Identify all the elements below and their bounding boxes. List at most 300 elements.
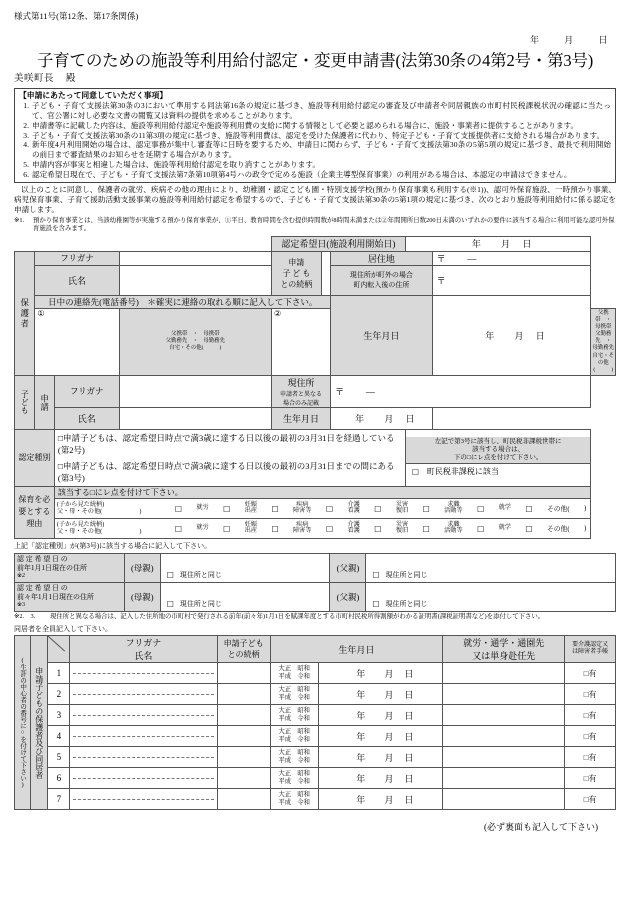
row-era-select[interactable] <box>270 726 318 747</box>
footnote-1-mark: ※1. <box>14 216 25 224</box>
cert-type-label: 認定種別 <box>15 429 55 486</box>
reason-relation-2[interactable] <box>57 521 175 537</box>
consent-item-number: 5. <box>23 159 29 169</box>
same-address-label: 現住所と同じ <box>179 599 222 608</box>
reason-label-jobsearch: 求職 活動等 <box>444 500 463 515</box>
consent-title: 【申請にあたって同意していただく事項】 <box>19 91 168 100</box>
guardian-residence-input[interactable] <box>432 251 591 265</box>
row-relation-input[interactable] <box>217 747 270 768</box>
reason-checkbox-disaster[interactable]: □ <box>374 503 382 513</box>
row-name-input[interactable] <box>70 705 217 726</box>
table-row <box>15 663 616 684</box>
reason-checkbox-other[interactable]: □ <box>525 503 533 513</box>
desired-date-value[interactable] <box>405 236 591 251</box>
era-line1: 大正 昭和 <box>278 706 310 714</box>
relation-line2: 父・母・その他( ) <box>56 508 142 516</box>
reason-checkbox-work[interactable]: □ <box>174 503 182 513</box>
reason-checkbox-nursing[interactable]: □ <box>325 523 334 533</box>
row-birth-input[interactable] <box>318 684 442 705</box>
row-era-select[interactable] <box>270 768 318 789</box>
row-care-checkbox[interactable]: □有 <box>565 726 616 747</box>
cohabitants-label-1: 申請子どもの保護者及び同居者 <box>31 636 48 810</box>
reason-checkbox-school[interactable]: □ <box>477 503 485 513</box>
guardian-furigana-label: フリガナ <box>35 251 119 265</box>
row-relation-input[interactable] <box>217 726 270 747</box>
child-name-label: 氏名 <box>54 407 119 429</box>
prev-prev-year-row <box>15 582 616 611</box>
reason-other-close: ) <box>584 504 587 512</box>
cohabitants-relation-header <box>217 636 270 663</box>
prev-prev-year-label <box>15 582 125 611</box>
guardian-birth-day: 日 <box>535 330 546 341</box>
child-furigana-input[interactable] <box>119 375 271 407</box>
guardian-tel-1-input[interactable] <box>35 308 119 375</box>
reason-checkbox-disaster[interactable]: □ <box>374 523 382 533</box>
consent-item-text: 子ども・子育て支援法第30条の11第3項の規定に基づき、施設等利用費は、認定を受けた保護者に代わり、特定子ども・子育て支援提供者に支給される場合があります。 <box>32 130 605 140</box>
birth-day: 日 <box>404 689 414 700</box>
child-section-label: 子ども <box>15 375 35 429</box>
guardian-moved-address-label <box>331 265 433 295</box>
consent-item-number: 6. <box>23 169 29 179</box>
consent-item-number: 1. <box>23 101 29 111</box>
row-name-input[interactable] <box>70 747 217 768</box>
side-note-line3: 下の□にレ点を付けて下さい。 <box>453 453 543 461</box>
table-row <box>15 768 616 789</box>
child-birth-day: 日 <box>405 413 416 424</box>
birth-month: 月 <box>384 794 394 805</box>
era-line1: 大正 昭和 <box>278 664 310 672</box>
reasons-row-2 <box>15 518 616 538</box>
table-row <box>15 747 616 768</box>
child-name-input[interactable] <box>119 407 271 429</box>
birth-year: 年 <box>356 710 366 721</box>
relation-header-line1: 申請子ども <box>223 639 264 649</box>
reason-checkbox-jobsearch[interactable]: □ <box>422 503 430 513</box>
cohabitants-label-2: (生計の中心者の番号に○を付けて下さい) <box>15 636 31 810</box>
desired-date-year: 年 <box>471 239 482 250</box>
reason-label-work: 就労 <box>196 504 209 512</box>
prev-address-footnote <box>14 613 616 621</box>
birth-year: 年 <box>356 773 366 784</box>
reason-label-disaster: 災害 復旧 <box>395 500 409 515</box>
birth-year: 年 <box>356 731 366 742</box>
row-birth-input[interactable] <box>318 705 442 726</box>
reason-checkbox-illness[interactable]: □ <box>271 523 279 533</box>
tel-option-mobile: 父携帯 ・ 母携帯 <box>595 309 617 331</box>
row-number[interactable]: 4 <box>48 726 70 747</box>
era-line2: 平成 令和 <box>278 778 310 786</box>
child-birth-month: 月 <box>384 413 395 424</box>
guardian-birth-label: 生年月日 <box>331 295 433 375</box>
desired-date-month: 月 <box>501 239 512 250</box>
same-address-label: 現住所と同じ <box>385 599 428 608</box>
moved-label-line1: 現住所が町外の場合 <box>349 271 413 280</box>
child-address-label-main: 現住所 <box>287 377 315 388</box>
postal-dash: — <box>365 386 375 397</box>
prev-year-label-line2: 前年1月1日現在の住所 <box>17 564 87 573</box>
birth-year: 年 <box>356 752 366 763</box>
guardian-moved-address-input[interactable] <box>432 265 591 295</box>
footer-note: (必ず裏面も記入して下さい) <box>484 822 598 833</box>
consent-item-text: 認定希望日現在で、子ども・子育て支援法第7条第10項第4号ハの政令で定める施設（企業主導型保育事業）の利用がある場合は、本認定の申請はできません。 <box>32 169 572 179</box>
birth-month: 月 <box>384 668 394 679</box>
cert-type-row <box>15 429 616 486</box>
prev-year-mother-input[interactable] <box>160 553 330 582</box>
reasons-label-line1: 保育を必 <box>18 495 51 505</box>
era-line2: 平成 令和 <box>278 694 310 702</box>
guardian-furigana-input[interactable] <box>119 251 271 265</box>
addressee-name: 美咲町長 <box>14 74 55 84</box>
name-header: 氏名 <box>134 651 153 662</box>
reason-checkbox-pregnancy[interactable]: □ <box>223 523 231 533</box>
reasons-instruction-row <box>15 486 616 498</box>
row-care-checkbox[interactable]: □有 <box>565 684 616 705</box>
row-work-input[interactable] <box>443 768 565 789</box>
row-name-input[interactable] <box>70 684 217 705</box>
reason-checkbox-jobsearch[interactable]: □ <box>422 523 430 533</box>
consent-item-text: 新年度4月利用開始の場合は、認定事務が集中し審査等に日時を要するため、申請日に関わらず、子ども・子育て支援法第30条の5第5項の規定に基づき、最長で利用開始の前日まで審査結果のお知らせを延期する場合があります。 <box>32 140 611 160</box>
row-name-input[interactable] <box>70 789 217 810</box>
era-line2: 平成 令和 <box>278 757 310 765</box>
prev-year-mother-label: (母親) <box>124 553 160 582</box>
cohabitants-birth-header: 生年月日 <box>270 636 443 663</box>
side-note-line2: 該当する場合は、 <box>472 445 525 453</box>
tax-exempt-checkbox[interactable]: □ <box>411 467 419 477</box>
guardian-relation-input[interactable] <box>321 251 330 295</box>
cert-type-option-no3[interactable]: □申請子どもは、認定希望日時点で満3歳に達する日以後の最初の3月31日までの間にある(第3号) <box>57 460 395 483</box>
consent-item <box>19 101 611 120</box>
submission-date-line <box>14 33 616 46</box>
postal-dash: — <box>467 253 477 264</box>
birth-month: 月 <box>384 773 394 784</box>
work-header-line2: 又は単身赴任先 <box>472 651 536 662</box>
child-birth-year: 年 <box>355 413 366 424</box>
relation-label-line2: 子 ど も <box>282 268 311 278</box>
guardian-residence-label: 居住地 <box>331 251 433 265</box>
prev-year-father-input[interactable] <box>366 553 616 582</box>
reasons-label-line3: 理由 <box>26 519 43 529</box>
relation-line2: 父・母・その他( ) <box>56 528 142 536</box>
guardian-name-label: 氏名 <box>35 265 119 295</box>
cert-type-options[interactable] <box>54 429 405 486</box>
same-address-label: 現住所と同じ <box>179 570 222 579</box>
row-birth-input[interactable] <box>318 726 442 747</box>
birth-month: 月 <box>384 752 394 763</box>
addressee <box>14 70 616 84</box>
reason-label-other: その他( <box>546 506 570 514</box>
prev-prev-year-father-input[interactable] <box>366 582 616 611</box>
same-address-checkbox[interactable]: □ <box>372 598 380 608</box>
tel-1-number: ① <box>37 308 45 318</box>
guardian-section-label: 保護者 <box>15 251 35 375</box>
reasons-row-1 <box>15 498 616 518</box>
row-number[interactable]: 6 <box>48 768 70 789</box>
row-relation-input[interactable] <box>217 768 270 789</box>
prev-prev-year-mother-input[interactable] <box>160 582 330 611</box>
reason-label-nursing: 介護 看護 <box>347 500 360 515</box>
reason-label-disaster: 災害 復旧 <box>395 520 409 535</box>
tel-option-work: 父勤務先 ・ 母勤務先 <box>592 331 617 352</box>
birth-month: 月 <box>384 710 394 721</box>
side-note-line1: 左記で第3号に該当し、町民税非課税世帯に <box>434 437 562 445</box>
row-era-select[interactable] <box>270 789 318 810</box>
prev-address-instruction: 上記「認定種別」が(第3号)に該当する場合に記入して下さい。 <box>14 542 212 551</box>
declaration-paragraph: 以上のことに同意し、保護者の就労、疾病その他の理由により、幼稚園・認定こども園・特別支援学校(預かり保育事業も利用する(※1))、認可外保育施設、一時預かり事業、病児保育事業、子育て援助活動支援事業の施設等利用給付認定を希望するので、子ども・子育て支援法第30条の5第1項の規定に基づき、次のとおり施設等利用給付に係る認定を申請します。 <box>14 185 616 214</box>
prev-year-row <box>15 553 616 582</box>
reasons-checkbox-row[interactable] <box>54 518 591 538</box>
tax-exempt-checkbox-row[interactable] <box>406 464 591 479</box>
birth-day: 日 <box>404 710 414 721</box>
prev-year-label-note: ※2 <box>17 573 26 580</box>
row-birth-input[interactable] <box>318 663 442 684</box>
reason-label-illness: 疾病 障害等 <box>293 520 312 535</box>
row-era-select[interactable] <box>270 705 318 726</box>
table-row <box>15 726 616 747</box>
cohabitants-header-row <box>15 636 616 663</box>
prev-address-table <box>14 553 616 612</box>
cert-type-side-panel <box>405 429 591 486</box>
consent-item <box>19 170 611 180</box>
reason-label-other: その他( <box>546 526 570 534</box>
consent-item-text: 子ども・子育て支援法第30条の3において準用する同法第16条の規定に基づき、施設等利用給付認定の審査及び申請者や同居親族の市町村民税課税状況の確認に当たって、官公署に対し必要な文書の閲覧又は資料の提供を求めることがあります。 <box>32 101 611 121</box>
row-work-input[interactable] <box>443 705 565 726</box>
prev-prev-year-label-note: ※3 <box>17 602 26 609</box>
reason-label-school: 就学 <box>498 504 511 512</box>
child-address-label <box>272 375 331 407</box>
reason-label-work: 就労 <box>196 524 209 532</box>
reasons-checkbox-row[interactable] <box>54 498 591 518</box>
row-birth-input[interactable] <box>318 768 442 789</box>
row-care-checkbox[interactable]: □有 <box>565 663 616 684</box>
row-care-checkbox[interactable]: □有 <box>565 768 616 789</box>
consent-box <box>14 88 616 183</box>
guardian-tel-header: 日中の連絡先(電話番号) ＊確実に連絡の取れる順に記入して下さい。 <box>35 295 331 308</box>
consent-item-number: 4. <box>23 140 29 150</box>
date-day-label: 日 <box>598 35 608 45</box>
era-line2: 平成 令和 <box>278 799 310 807</box>
care-header-line1: 要介護認定又 <box>572 641 609 648</box>
era-line2: 平成 令和 <box>278 715 310 723</box>
prev-prev-year-father-label: (父親) <box>330 582 366 611</box>
reason-label-pregnancy: 妊娠 出産 <box>244 500 258 515</box>
era-line1: 大正 昭和 <box>278 790 310 798</box>
row-era-select[interactable] <box>270 663 318 684</box>
row-work-input[interactable] <box>443 663 565 684</box>
row-care-checkbox[interactable]: □有 <box>565 747 616 768</box>
table-row <box>15 684 616 705</box>
moved-label-line2: 町内転入後の住所 <box>353 281 410 290</box>
row-relation-input[interactable] <box>217 684 270 705</box>
prev-prev-year-mother-label: (母親) <box>124 582 160 611</box>
child-address-sub2: 場合のみ記載 <box>283 400 320 407</box>
birth-day: 日 <box>404 794 414 805</box>
same-address-checkbox[interactable]: □ <box>166 569 174 579</box>
birth-day: 日 <box>404 731 414 742</box>
birth-month: 月 <box>384 731 394 742</box>
tel-option-work: 父勤務先 ・ 母勤務先 <box>165 338 225 345</box>
prev-year-father-label: (父親) <box>330 553 366 582</box>
child-furigana-label: フリガナ <box>54 375 119 407</box>
era-line1: 大正 昭和 <box>278 769 310 777</box>
tel-option-home: 自宅・その他( ) <box>169 345 222 352</box>
reason-label-school: 就学 <box>498 524 511 532</box>
row-number[interactable]: 1 <box>48 663 70 684</box>
reason-checkbox-illness[interactable]: □ <box>271 503 279 513</box>
page-title: 子育てのための施設等利用給付認定・変更申請書(法第30条の4第2号・第3号) <box>36 51 594 70</box>
reason-checkbox-pregnancy[interactable]: □ <box>223 503 231 513</box>
prev-address-footnote-mark: ※2. 3. <box>14 613 36 621</box>
row-era-select[interactable] <box>270 684 318 705</box>
reason-label-pregnancy: 妊娠 出産 <box>244 520 258 535</box>
care-header-line2: は障害者手帳 <box>572 649 609 656</box>
row-birth-input[interactable] <box>318 789 442 810</box>
prev-address-footnote-text: 現住所と異なる場合は、記入した住所地の市町村で発行される前年(前々年)1月1日を賦課年度とする市町村民税所得割額がわかる証明書(課税証明書など)を添付して下さい。 <box>50 613 545 621</box>
row-care-checkbox[interactable]: □有 <box>565 789 616 810</box>
consent-item <box>19 131 611 141</box>
date-year-label: 年 <box>529 35 540 45</box>
postal-mark: 〒 <box>335 386 345 397</box>
birth-year: 年 <box>356 668 366 679</box>
relation-line1: (子から見た続柄) <box>56 500 105 508</box>
furigana-header: フリガナ <box>125 638 162 649</box>
relation-line1: (子から見た続柄) <box>56 520 105 528</box>
row-name-input[interactable] <box>70 663 217 684</box>
tax-exempt-label: 町民税非課税に該当 <box>426 467 499 477</box>
era-line1: 大正 昭和 <box>278 748 310 756</box>
row-work-input[interactable] <box>443 684 565 705</box>
reason-relation-1[interactable] <box>57 501 175 517</box>
row-number[interactable]: 3 <box>48 705 70 726</box>
row-number[interactable]: 2 <box>48 684 70 705</box>
consent-item-number: 3. <box>23 130 29 140</box>
prev-prev-year-label-line1: 認 定 希 望 日 の <box>17 583 68 592</box>
guardian-name-input[interactable] <box>119 265 271 295</box>
reason-checkbox-school[interactable]: □ <box>477 523 485 533</box>
child-birth-label: 生年月日 <box>272 407 331 429</box>
table-row <box>15 789 616 810</box>
child-name-row-spacer <box>432 407 591 429</box>
same-address-label: 現住所と同じ <box>385 570 428 579</box>
birth-day: 日 <box>404 773 414 784</box>
table-row <box>15 705 616 726</box>
guardian-furigana-row <box>15 251 616 265</box>
desired-date-row <box>15 236 616 251</box>
birth-day: 日 <box>404 752 414 763</box>
relation-header-line2: との続柄 <box>227 650 260 660</box>
guardian-birth-value[interactable] <box>432 295 591 375</box>
tel-option-home: 自宅・その他( ) <box>592 352 615 373</box>
row-work-input[interactable] <box>443 747 565 768</box>
child-furigana-row <box>15 375 616 407</box>
row-care-checkbox[interactable]: □有 <box>565 705 616 726</box>
consent-item-text: 申請内容が事実と相違した場合は、施設等利用給付認定を取り消すことがあります。 <box>32 159 320 169</box>
row-relation-input[interactable] <box>217 705 270 726</box>
consent-item <box>19 121 611 131</box>
work-header-line1: 就労・通学・通園先 <box>463 638 545 649</box>
reason-label-illness: 疾病 障害等 <box>293 500 312 515</box>
cert-type-side-note <box>406 437 591 464</box>
consent-item <box>19 140 611 159</box>
guardian-birth-year: 年 <box>485 330 496 341</box>
footnote-1-text: 預かり保育事業とは、当該幼稚園等が実施する預かり保育事業が、①平日、教育時間を含む提供時間数が8時間未満または②年間開所日数200日未満のいずれかの要件に該当する場合に利用可能な認可外保育施設を含みます。 <box>33 216 615 232</box>
birth-day: 日 <box>404 668 414 679</box>
consent-item <box>19 160 611 170</box>
row-name-input[interactable] <box>70 726 217 747</box>
guardian-tel-header-row <box>15 295 616 308</box>
era-line1: 大正 昭和 <box>278 685 310 693</box>
relation-label-line1: 申請 <box>288 257 305 267</box>
guardian-tel-1-options[interactable] <box>119 308 271 375</box>
cert-type-option-no2[interactable]: □申請子どもは、認定希望日時点で満3歳に達する日以後の最初の3月31日を経過している(第2号) <box>57 432 395 455</box>
reason-label-nursing: 介護 看護 <box>347 520 360 535</box>
tel-2-number: ② <box>274 308 282 318</box>
postal-mark: 〒 <box>436 253 446 264</box>
era-line1: 大正 昭和 <box>278 727 310 735</box>
row-era-select[interactable] <box>270 747 318 768</box>
guardian-tel-2-options[interactable] <box>591 308 616 375</box>
row-number[interactable]: 5 <box>48 747 70 768</box>
prev-prev-year-label-line2: 前々年1月1日現在の住所 <box>17 593 94 602</box>
form-number: 様式第11号(第12条、第17条関係) <box>14 11 139 21</box>
reasons-section-label <box>15 486 55 538</box>
child-birth-value[interactable] <box>331 407 433 429</box>
cohabitants-table <box>14 635 616 810</box>
same-address-checkbox[interactable]: □ <box>372 569 380 579</box>
cohabitants-name-header <box>70 636 217 663</box>
child-application-label: 申請 <box>35 375 54 429</box>
reasons-instruction: 該当する□にレ点を付けて下さい。 <box>54 486 591 498</box>
cohabitants-care-header <box>565 636 616 663</box>
relation-label-line3: との続柄 <box>280 279 313 289</box>
desired-date-day: 日 <box>522 239 533 250</box>
reason-checkbox-work[interactable]: □ <box>174 523 182 533</box>
reason-checkbox-other[interactable]: □ <box>525 523 533 533</box>
cohabitants-corner-cell <box>48 636 70 663</box>
row-birth-input[interactable] <box>318 747 442 768</box>
date-month-label: 月 <box>564 35 574 45</box>
row-work-input[interactable] <box>443 789 565 810</box>
row-name-input[interactable] <box>70 768 217 789</box>
prev-year-label <box>15 553 125 582</box>
row-relation-input[interactable] <box>217 663 270 684</box>
row-number[interactable]: 7 <box>48 789 70 810</box>
child-address-sub1: 申請者と異なる <box>280 391 323 398</box>
guardian-birth-month: 月 <box>514 330 525 341</box>
era-line2: 平成 令和 <box>278 673 310 681</box>
cohabitants-instruction: 同居者を全員記入して下さい。 <box>14 624 112 633</box>
birth-year: 年 <box>356 689 366 700</box>
birth-month: 月 <box>384 689 394 700</box>
addressee-honorific: 殿 <box>65 74 76 84</box>
guardian-relation-label <box>272 251 322 295</box>
row-relation-input[interactable] <box>217 789 270 810</box>
same-address-checkbox[interactable]: □ <box>166 598 174 608</box>
postal-mark: 〒 <box>436 275 446 286</box>
child-address-input[interactable] <box>331 375 591 407</box>
cohabitants-work-header <box>443 636 565 663</box>
footnote-1 <box>14 217 616 233</box>
child-name-row <box>15 407 616 429</box>
reason-other-close: ) <box>584 524 587 532</box>
prev-year-label-line1: 認 定 希 望 日 の <box>17 554 68 563</box>
tel-option-mobile: 父携帯 ・ 母携帯 <box>171 331 220 338</box>
reason-checkbox-nursing[interactable]: □ <box>325 503 334 513</box>
row-work-input[interactable] <box>443 726 565 747</box>
reason-label-jobsearch: 求職 活動等 <box>444 520 463 535</box>
reasons-label-line2: 要とする <box>18 507 51 517</box>
birth-year: 年 <box>356 794 366 805</box>
guardian-tel-2-input[interactable] <box>272 308 331 375</box>
